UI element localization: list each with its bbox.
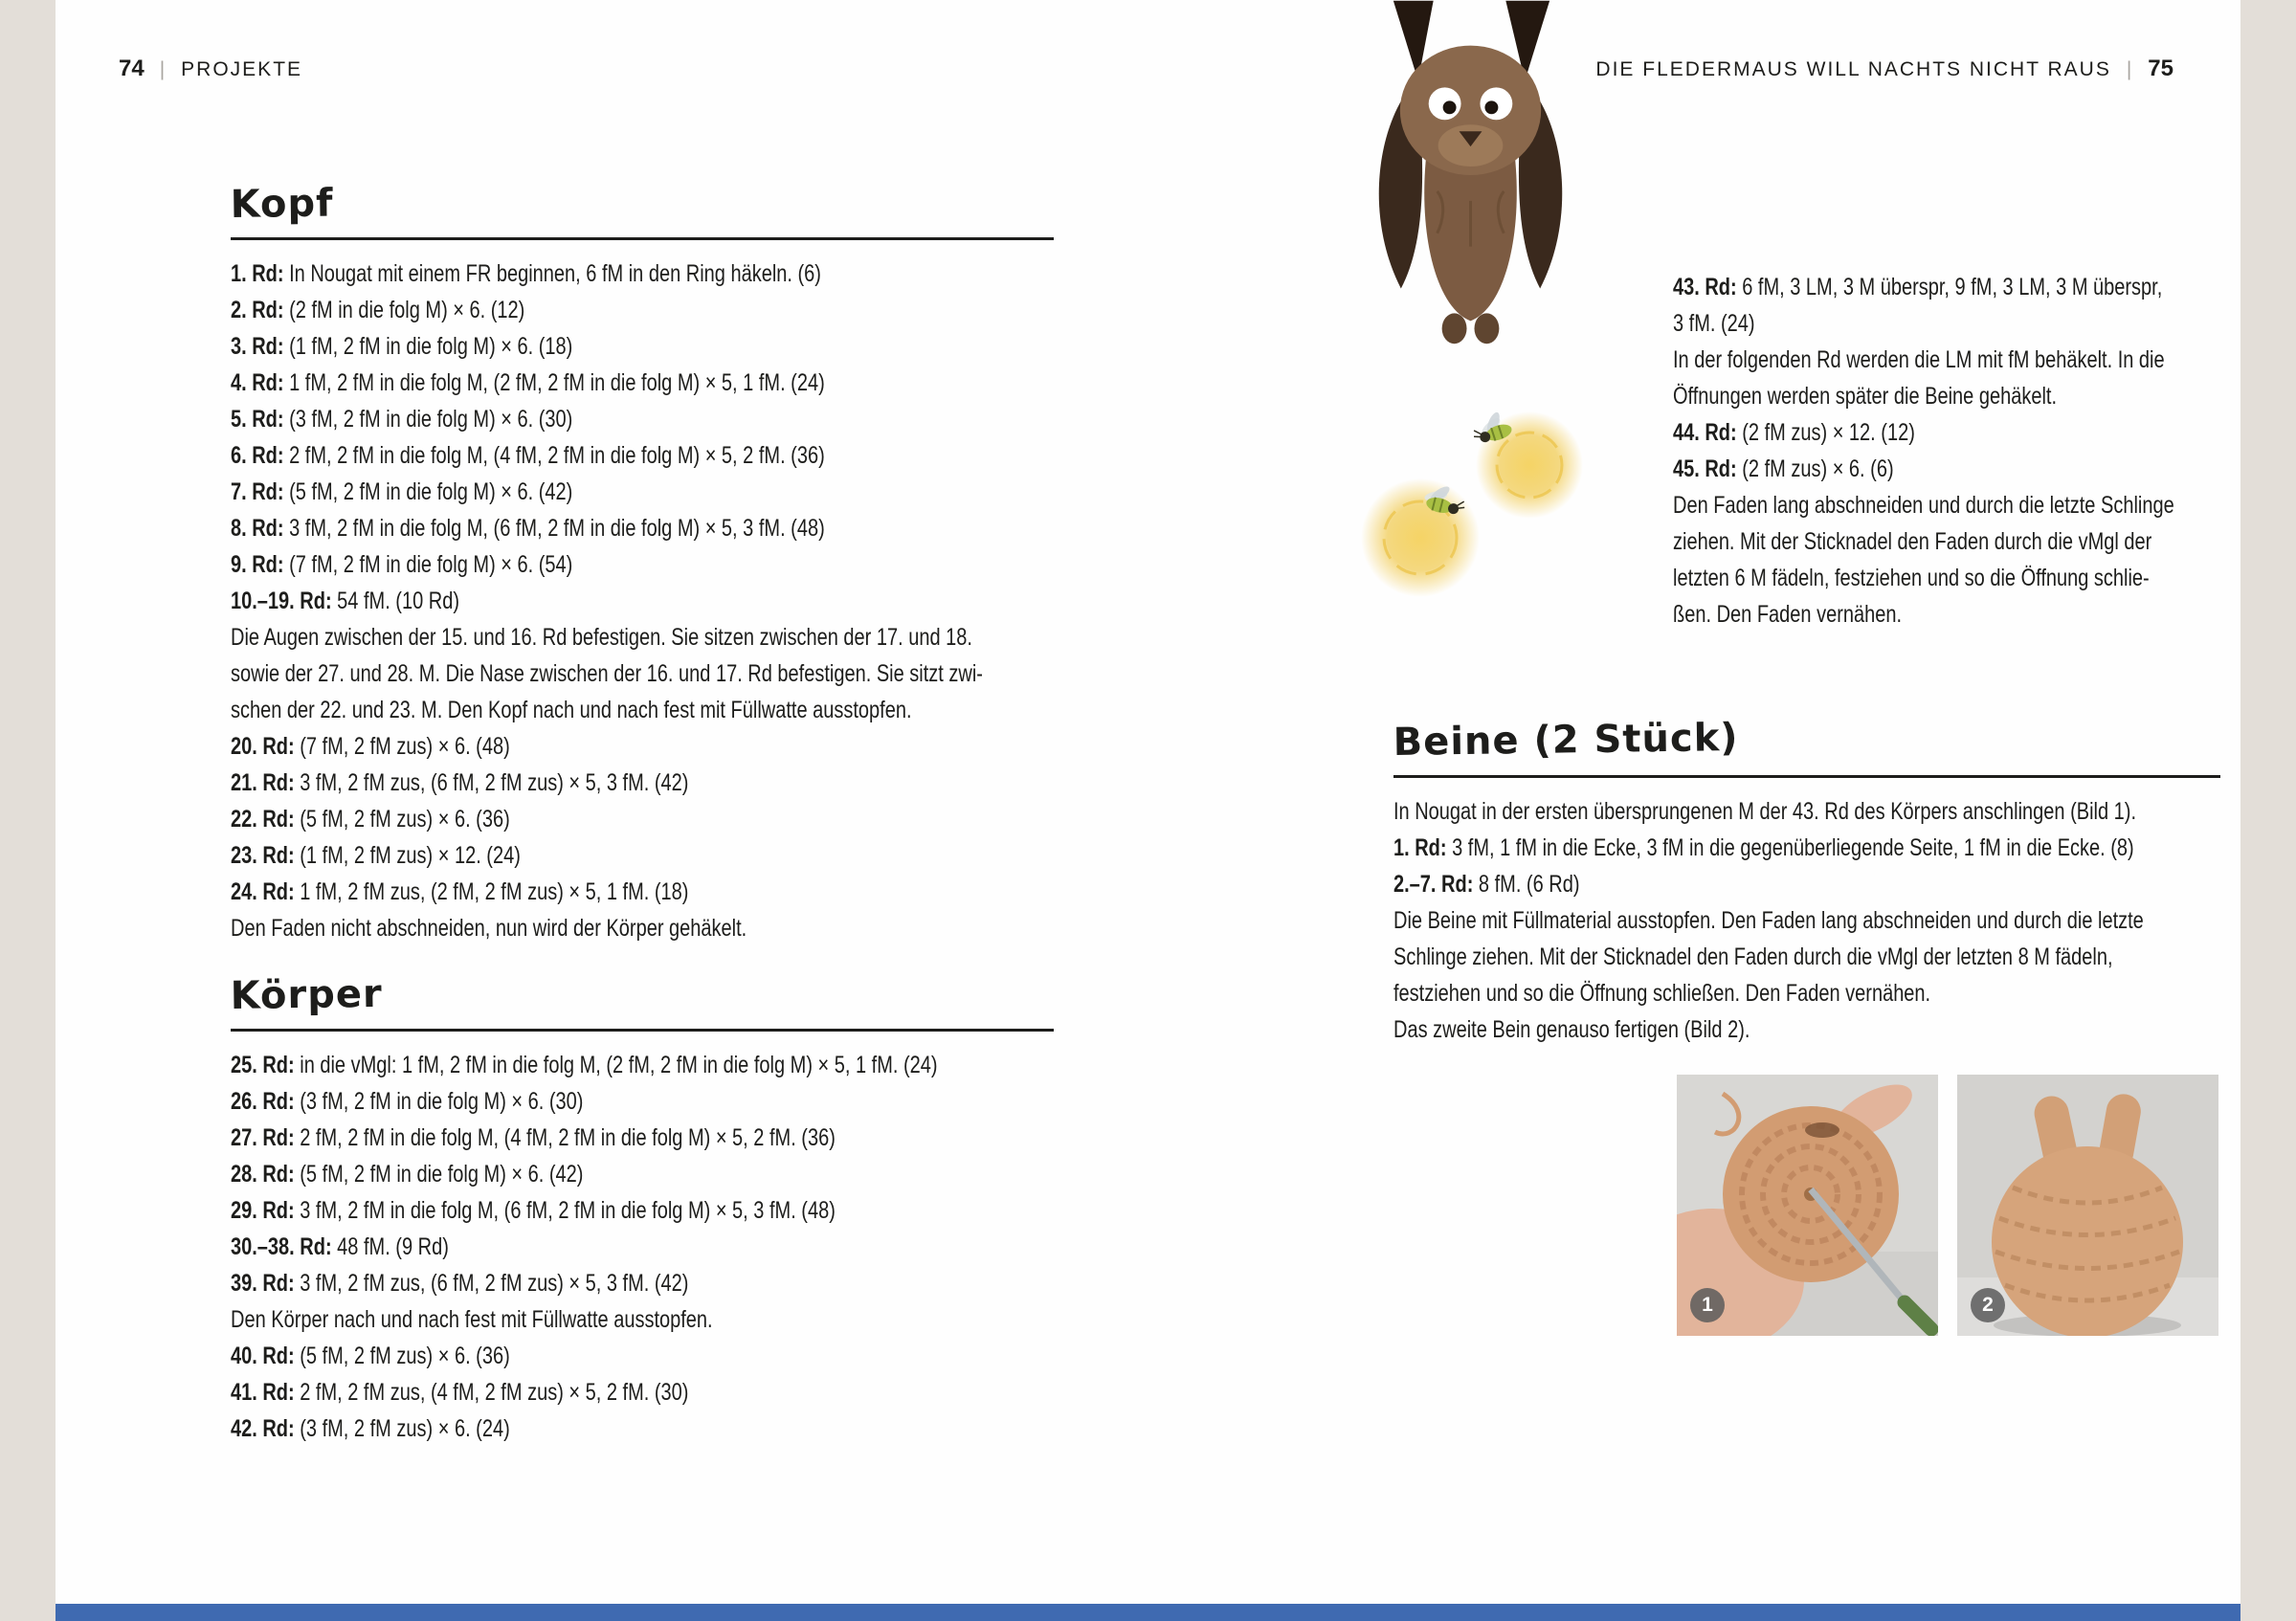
round-label: 20. Rd: [231,733,295,760]
page-number-right: 75 [2148,56,2173,81]
instruction-line [1393,793,2137,830]
instruction-text: 1 fM, 2 fM zus, (2 fM, 2 fM zus) × 5, 1 fM. (18) [294,878,689,905]
page-header-left [119,55,302,84]
koerper-instructions [231,1047,938,1447]
instruction-line [231,401,889,437]
round-label: 30.–38. Rd: [231,1233,332,1260]
book-spread [56,0,2240,1604]
instruction-text: (5 fM, 2 fM zus) × 6. (36) [294,1343,510,1369]
instruction-line [231,1192,889,1229]
round-label: 28. Rd: [231,1161,295,1188]
step-photo-2 [1957,1075,2218,1336]
instruction-line [231,255,889,292]
instruction-line [231,655,983,692]
instruction-line [231,365,889,401]
instruction-line [231,801,889,837]
round-label: 43. Rd: [1673,274,1737,300]
instruction-line [1673,305,2117,342]
instruction-text: 2 fM, 2 fM zus, (4 fM, 2 fM zus) × 5, 2 fM. (30) [294,1379,689,1406]
instruction-text: 3 fM, 1 fM in die Ecke, 3 fM in die gegenüberliegende Seite, 1 fM in die Ecke. (8) [1446,834,2134,861]
round-label: 24. Rd: [231,878,295,905]
instruction-line [231,1410,889,1447]
round-label: 44. Rd: [1673,419,1737,446]
round-label: 5. Rd: [231,406,284,433]
bat-pupil-right [1484,100,1498,114]
instruction-line [231,437,889,474]
instruction-line [231,1338,889,1374]
running-head-right: DIE FLEDERMAUS WILL NACHTS NICHT RAUS [1595,58,2111,80]
stitch-opening [1805,1122,1839,1138]
round-label: 2. Rd: [231,297,284,323]
instruction-text: 6 fM, 3 LM, 3 M überspr, 9 fM, 3 LM, 3 M überspr, [1736,274,2163,300]
instruction-line [231,510,889,546]
round-label: 3. Rd: [231,333,284,360]
instruction-text: (3 fM, 2 fM zus) × 6. (24) [294,1415,510,1442]
instruction-line [231,1265,889,1301]
running-head-left: PROJEKTE [181,58,303,80]
instruction-text: 54 fM. (10 Rd) [331,588,459,614]
instruction-text: Öffnungen werden später die Beine gehäkelt. [1673,383,2058,410]
instruction-text: (3 fM, 2 fM in die folg M) × 6. (30) [283,406,573,433]
instruction-text: Den Faden nicht abschneiden, nun wird der Körper gehäkelt. [231,915,747,942]
instruction-text: Die Augen zwischen der 15. und 16. Rd befestigen. Sie sitzen zwischen der 17. und 18. [231,624,972,651]
crochet-body [1992,1146,2183,1336]
instruction-text: 3 fM, 2 fM zus, (6 fM, 2 fM zus) × 5, 3 fM. (42) [294,1270,689,1297]
instruction-text: (3 fM, 2 fM in die folg M) × 6. (30) [294,1088,584,1115]
round-label: 27. Rd: [231,1124,295,1151]
instruction-text: (7 fM, 2 fM zus) × 6. (48) [294,733,510,760]
page-number-left: 74 [119,56,145,81]
step-photos [1677,1075,2218,1336]
round-label: 41. Rd: [231,1379,295,1406]
instruction-line [231,874,889,910]
instruction-text: In Nougat in der ersten übersprungenen M der 43. Rd des Körpers anschlingen (Bild 1). [1393,798,2137,825]
round-label: 23. Rd: [231,842,295,869]
instruction-text: ßen. Den Faden vernähen. [1673,601,1903,628]
section-heading-koerper: Körper [230,971,383,1019]
instruction-line [1393,902,2144,939]
instruction-line [231,1083,889,1120]
header-separator: | [159,58,167,80]
page-header-right [1595,55,2173,84]
firefly-glow-2 [1361,478,1480,597]
round-label: 40. Rd: [231,1343,295,1369]
instruction-text: 3 fM, 2 fM zus, (6 fM, 2 fM zus) × 5, 3 fM. (42) [294,769,689,796]
instruction-text: letzten 6 M fädeln, festziehen und so die Öffnung schlie- [1673,565,2150,591]
instruction-text: festziehen und so die Öffnung schließen. Den Faden vernähen. [1393,980,1931,1007]
instruction-line [231,619,972,655]
round-label: 10.–19. Rd: [231,588,332,614]
heading-rule [1393,775,2220,778]
instruction-text: 3 fM, 2 fM in die folg M, (6 fM, 2 fM in die folg M) × 5, 3 fM. (48) [283,515,825,542]
beine-section [1393,715,2220,1048]
instruction-line [231,328,889,365]
instruction-line [1673,596,2117,633]
instruction-line [1673,451,2117,487]
instruction-text: (7 fM, 2 fM in die folg M) × 6. (54) [283,551,573,578]
instruction-line [231,1301,889,1338]
instruction-text: (2 fM zus) × 12. (12) [1736,419,1915,446]
heading-rule [231,237,1054,240]
fireflies-illustration [1353,402,1597,608]
instruction-text: schen der 22. und 23. M. Den Kopf nach und nach fest mit Füllwatte ausstopfen. [231,697,912,723]
photo-number-badge: 2 [1971,1288,2005,1322]
instruction-line [231,1374,889,1410]
section-heading-kopf: Kopf [230,181,334,228]
round-label: 8. Rd: [231,515,284,542]
instruction-line [1393,939,2113,975]
instruction-text: sowie der 27. und 28. M. Die Nase zwischen der 16. und 17. Rd befestigen. Sie sitzt zwi- [231,660,983,687]
continuation-lines [1673,269,2174,633]
round-label: 45. Rd: [1673,455,1737,482]
instruction-text: (2 fM in die folg M) × 6. (12) [283,297,525,323]
instruction-line [231,292,889,328]
instruction-line [231,1120,889,1156]
instruction-line [1393,1011,2055,1048]
bat-illustration [1361,0,1580,349]
instruction-text: 1 fM, 2 fM in die folg M, (2 fM, 2 fM in die folg M) × 5, 1 fM. (24) [283,369,825,396]
step-photo-1 [1677,1075,1938,1336]
instruction-line [231,837,889,874]
round-label: 21. Rd: [231,769,295,796]
round-label: 22. Rd: [231,806,295,833]
instruction-text: (1 fM, 2 fM zus) × 12. (24) [294,842,521,869]
instruction-text: (5 fM, 2 fM in die folg M) × 6. (42) [294,1161,584,1188]
round-label: 1. Rd: [231,260,284,287]
instruction-text: Schlinge ziehen. Mit der Sticknadel den Faden durch die vMgl der letzten 8 M fädeln, [1393,944,2113,970]
round-label: 42. Rd: [231,1415,295,1442]
bottom-accent-bar [56,1604,2240,1621]
instruction-text: 8 fM. (6 Rd) [1473,871,1580,898]
instruction-line [1673,378,2117,414]
instruction-line [1673,487,2174,523]
bat-foot-left [1442,313,1467,344]
heading-rule [231,1029,1054,1032]
instruction-text: 2 fM, 2 fM in die folg M, (4 fM, 2 fM in die folg M) × 5, 2 fM. (36) [294,1124,836,1151]
instruction-line [1673,560,2150,596]
round-label: 4. Rd: [231,369,284,396]
left-text-column [231,182,1054,1447]
photo-number-badge: 1 [1690,1288,1725,1322]
instruction-text: In der folgenden Rd werden die LM mit fM behäkelt. In die [1673,346,2165,373]
round-label: 1. Rd: [1393,834,1447,861]
instruction-text: Den Körper nach und nach fest mit Füllwatte ausstopfen. [231,1306,713,1333]
instruction-text: (1 fM, 2 fM in die folg M) × 6. (18) [283,333,573,360]
instruction-text: 2 fM, 2 fM in die folg M, (4 fM, 2 fM in die folg M) × 5, 2 fM. (36) [283,442,825,469]
instruction-text: 48 fM. (9 Rd) [331,1233,449,1260]
beine-instructions [1393,793,2144,1048]
round-label: 9. Rd: [231,551,284,578]
kopf-instructions [231,255,983,946]
bat-pupil-left [1443,100,1457,114]
round-label: 7. Rd: [231,478,284,505]
instruction-text: In Nougat mit einem FR beginnen, 6 fM in den Ring häkeln. (6) [283,260,821,287]
bat-foot-right [1474,313,1499,344]
instruction-text: in die vMgl: 1 fM, 2 fM in die folg M, (2 fM, 2 fM in die folg M) × 5, 1 fM. (24) [294,1052,938,1078]
instruction-text: (2 fM zus) × 6. (6) [1736,455,1894,482]
instruction-line [231,692,912,728]
instruction-line [1393,975,2055,1011]
body-instructions-continuation [1673,254,2228,633]
instruction-line [231,910,889,946]
instruction-text: 3 fM, 2 fM in die folg M, (6 fM, 2 fM in die folg M) × 5, 3 fM. (48) [294,1197,836,1224]
instruction-text: (5 fM, 2 fM in die folg M) × 6. (42) [283,478,573,505]
round-label: 25. Rd: [231,1052,295,1078]
instruction-line [231,728,889,765]
instruction-line [1393,830,2134,866]
round-label: 2.–7. Rd: [1393,871,1474,898]
instruction-text: (5 fM, 2 fM zus) × 6. (36) [294,806,510,833]
instruction-line [1673,342,2165,378]
round-label: 26. Rd: [231,1088,295,1115]
instruction-line [1673,523,2152,560]
instruction-text: 3 fM. (24) [1673,310,1755,337]
instruction-line [231,1047,938,1083]
instruction-text: ziehen. Mit der Sticknadel den Faden durch die vMgl der [1673,528,2152,555]
instruction-line [231,583,889,619]
instruction-line [231,1229,889,1265]
round-label: 6. Rd: [231,442,284,469]
round-label: 29. Rd: [231,1197,295,1224]
round-label: 39. Rd: [231,1270,295,1297]
instruction-text: Den Faden lang abschneiden und durch die letzte Schlinge [1673,492,2174,519]
section-heading-beine: Beine (2 Stück) [1393,715,1739,766]
instruction-line [1673,269,2163,305]
instruction-text: Das zweite Bein genauso fertigen (Bild 2). [1393,1016,1750,1043]
instruction-line [231,765,889,801]
header-separator: | [2126,58,2133,80]
instruction-line [1673,414,2117,451]
instruction-line [231,474,889,510]
instruction-line [231,1156,889,1192]
instruction-line [1393,866,2055,902]
instruction-line [231,546,889,583]
instruction-text: Die Beine mit Füllmaterial ausstopfen. Den Faden lang abschneiden und durch die letzte [1393,907,2144,934]
